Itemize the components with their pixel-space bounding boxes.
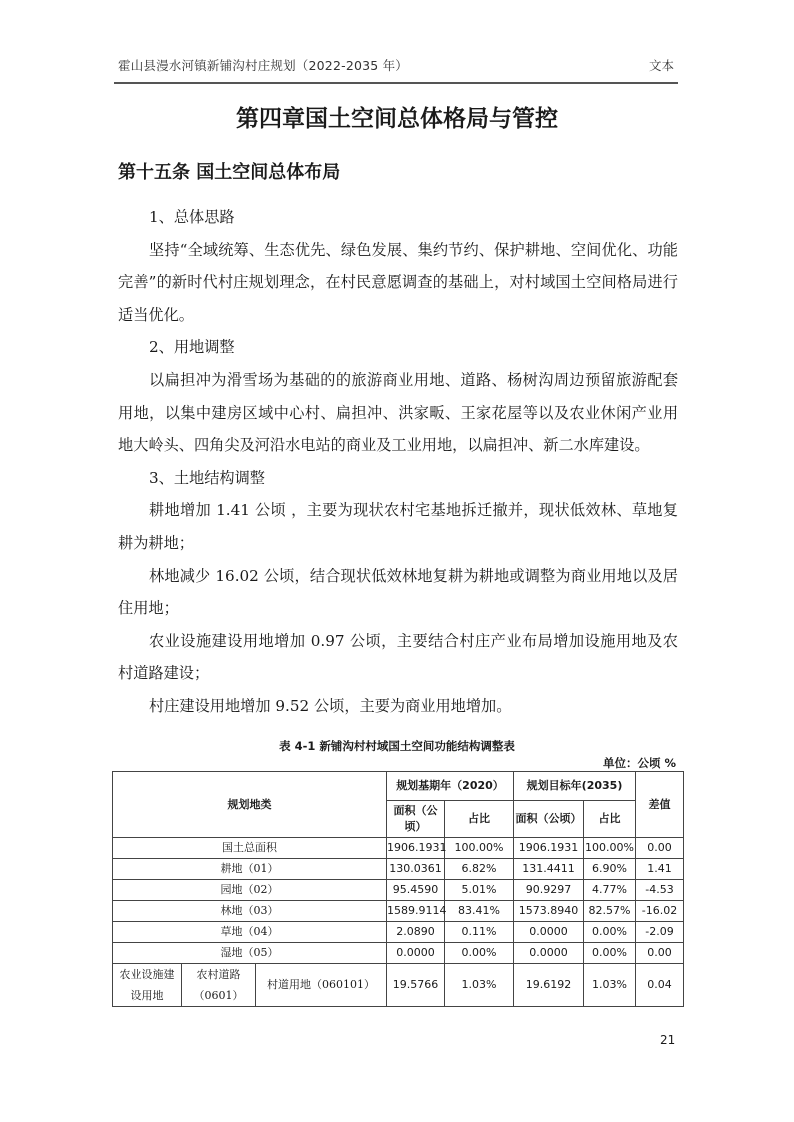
cell-diff: -2.09 (636, 922, 684, 943)
table-unit: 单位：公顷 % (602, 756, 676, 770)
cell-area-target: 131.4411 (514, 859, 584, 880)
table-row (113, 859, 684, 880)
land-structure-table (112, 771, 684, 1007)
header-target-year: 规划目标年(2035) (514, 772, 636, 801)
cell-ratio-target: 4.77% (584, 880, 636, 901)
cell-area-target: 19.6192 (514, 964, 584, 1007)
row-name: 国土总面积 (113, 838, 387, 859)
cell-ratio-target: 0.00% (584, 922, 636, 943)
cell-area-base: 0.0000 (387, 943, 445, 964)
cell-diff: 0.04 (636, 964, 684, 1007)
cell-diff: -4.53 (636, 880, 684, 901)
page-header (114, 52, 678, 84)
cell-area-base: 19.5766 (387, 964, 445, 1007)
header-diff: 差值 (636, 772, 684, 838)
paragraph: 林地减少 16.02 公顷，结合现状低效林地复耕为耕地或调整为商业用地以及居住用地； (118, 566, 678, 618)
cell-area-base: 130.0361 (387, 859, 445, 880)
cell-ratio-base: 100.00% (445, 838, 514, 859)
cell-diff: 0.00 (636, 838, 684, 859)
cell-ratio-base: 6.82% (445, 859, 514, 880)
row-name: 耕地（01） (113, 859, 387, 880)
header-ratio-target: 占比 (584, 801, 636, 838)
cell-area-base: 2.0890 (387, 922, 445, 943)
header-base-year: 规划基期年（2020） (387, 772, 514, 801)
table-row (113, 880, 684, 901)
row-subgroup-name: 农村道路（0601） (182, 964, 256, 1007)
header-category: 规划地类 (113, 772, 387, 838)
article-title: 第十五条 国土空间总体布局 (118, 162, 341, 183)
row-name: 湿地（05） (113, 943, 387, 964)
cell-area-target: 1573.8940 (514, 901, 584, 922)
chapter-title: 第四章国土空间总体格局与管控 (236, 106, 558, 132)
cell-ratio-target: 82.57% (584, 901, 636, 922)
section-heading: 2、用地调整 (149, 338, 235, 357)
cell-ratio-target: 1.03% (584, 964, 636, 1007)
cell-area-base: 1589.9114 (387, 901, 445, 922)
cell-diff: 0.00 (636, 943, 684, 964)
table-row (113, 901, 684, 922)
section-heading: 3、土地结构调整 (149, 468, 265, 487)
row-name: 草地（04） (113, 922, 387, 943)
cell-area-target: 0.0000 (514, 943, 584, 964)
paragraph: 以扁担冲为滑雪场为基础的的旅游商业用地、道路、杨树沟周边预留旅游配套用地，以集中建房区域中心村、扁担冲、洪家畈、王家花屋等以及农业休闲产业用地大岭头、四角尖及河沿水电站的商业及工业用地，以扁担冲、新二水库建设。 (118, 370, 678, 455)
cell-ratio-base: 0.00% (445, 943, 514, 964)
table-row (113, 943, 684, 964)
header-area-base: 面积（公顷） (387, 801, 445, 838)
cell-area-base: 95.4590 (387, 880, 445, 901)
cell-area-base: 1906.1931 (387, 838, 445, 859)
row-name: 林地（03） (113, 901, 387, 922)
cell-ratio-target: 100.00% (584, 838, 636, 859)
cell-ratio-target: 6.90% (584, 859, 636, 880)
cell-area-target: 90.9297 (514, 880, 584, 901)
row-name: 园地（02） (113, 880, 387, 901)
header-area-target: 面积（公顷） (514, 801, 584, 838)
cell-ratio-base: 0.11% (445, 922, 514, 943)
cell-area-target: 1906.1931 (514, 838, 584, 859)
paragraph: 村庄建设用地增加 9.52 公顷，主要为商业用地增加。 (149, 696, 512, 715)
body-text (118, 201, 678, 723)
header-title: 霍山县漫水河镇新铺沟村庄规划（2022-2035 年） (118, 58, 409, 73)
row-group-name: 农业设施建设用地 (113, 964, 182, 1007)
cell-diff: -16.02 (636, 901, 684, 922)
header-label: 文本 (648, 58, 674, 73)
table-row (113, 838, 684, 859)
cell-ratio-base: 83.41% (445, 901, 514, 922)
table-row (113, 922, 684, 943)
cell-ratio-target: 0.00% (584, 943, 636, 964)
header-ratio-base: 占比 (445, 801, 514, 838)
page-number: 21 (660, 1033, 676, 1047)
row-name: 村道用地（060101） (256, 964, 387, 1007)
cell-diff: 1.41 (636, 859, 684, 880)
paragraph: 耕地增加 1.41 公顷 ，主要为现状农村宅基地拆迁撤并，现状低效林、草地复耕为耕地； (118, 501, 678, 552)
section-heading: 1、总体思路 (149, 208, 235, 226)
cell-ratio-base: 5.01% (445, 880, 514, 901)
paragraph: 农业设施建设用地增加 0.97 公顷，主要结合村庄产业布局增加设施用地及农村道路建设； (118, 631, 678, 683)
table-row (113, 964, 684, 1007)
cell-ratio-base: 1.03% (445, 964, 514, 1007)
paragraph: 坚持“全域统筹、生态优先、绿色发展、集约节约、保护耕地、空间优化、功能完善”的新时代村庄规划理念，在村民意愿调查的基础上，对村域国土空间格局进行适当优化。 (118, 240, 678, 324)
cell-area-target: 0.0000 (514, 922, 584, 943)
table-caption: 表 4-1 新铺沟村村域国土空间功能结构调整表 (279, 739, 515, 753)
